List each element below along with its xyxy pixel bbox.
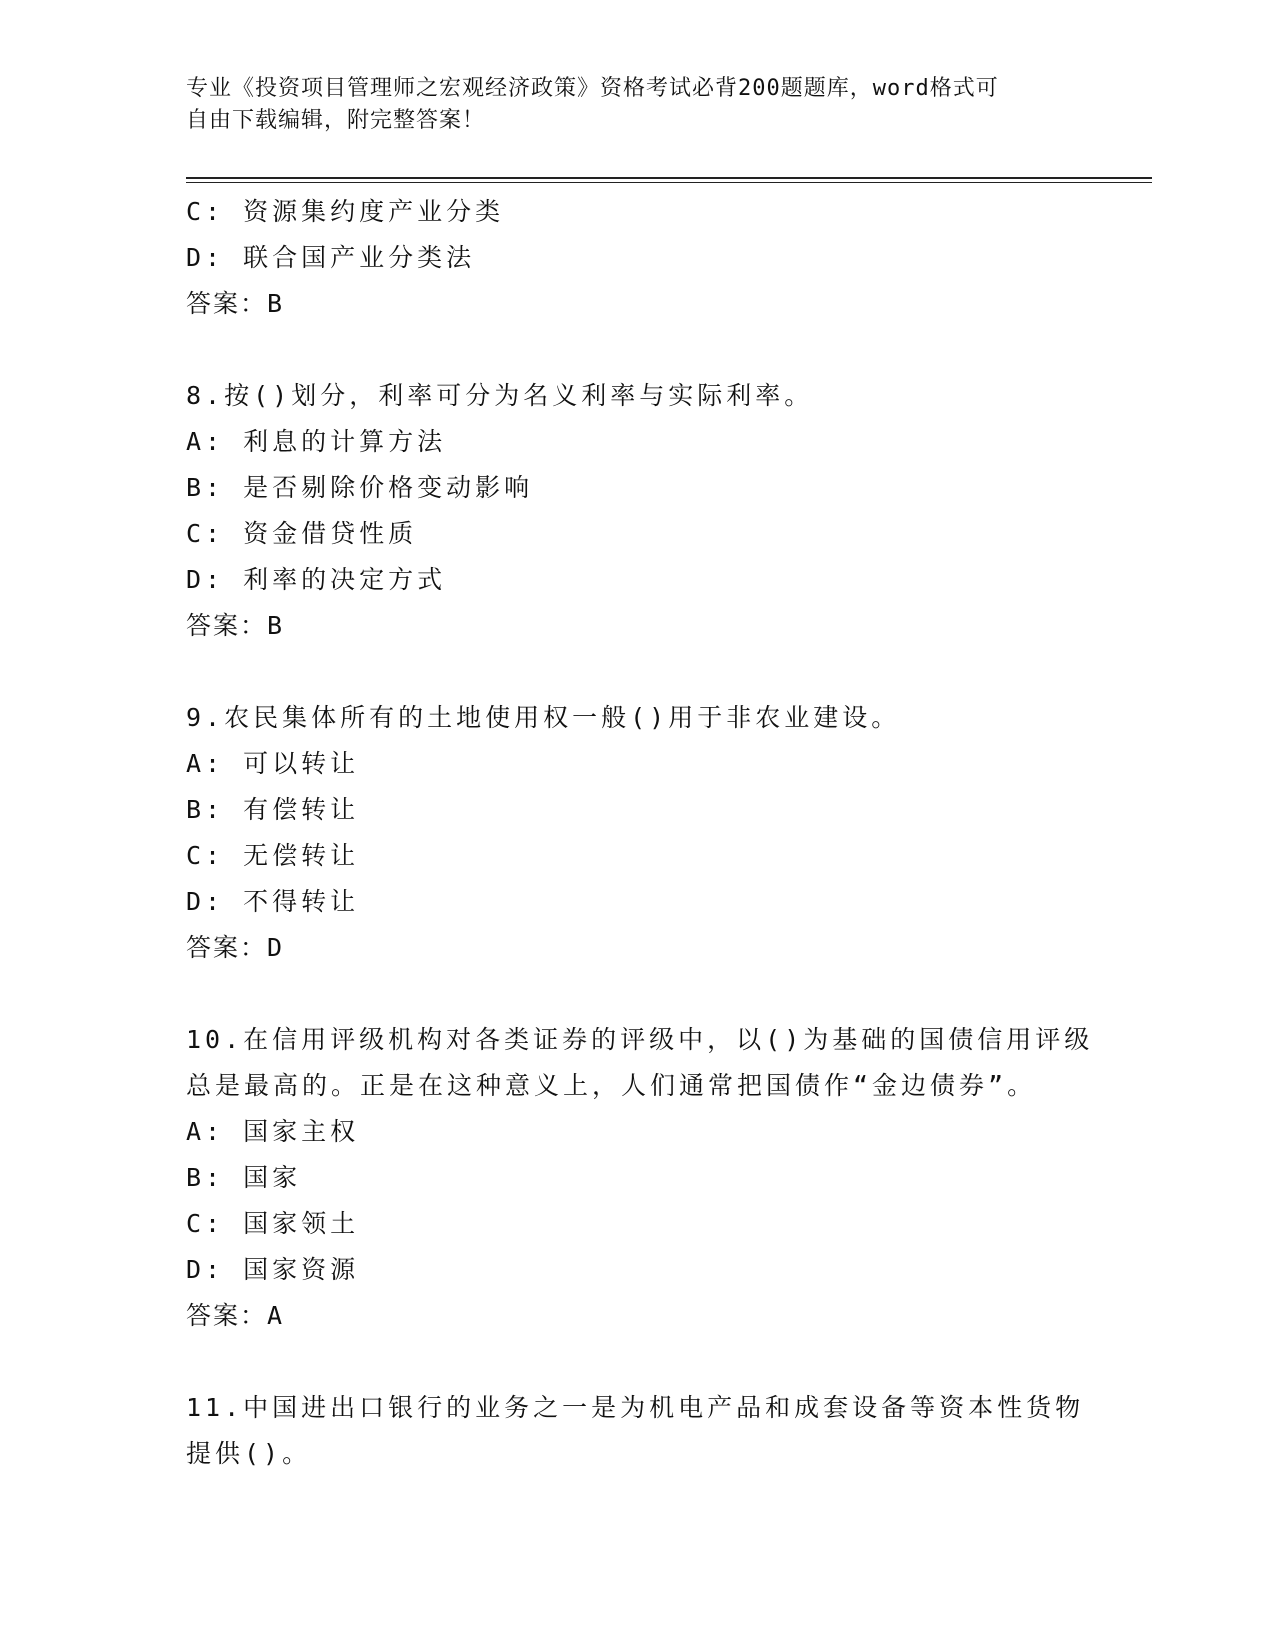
option-d: D: 利率的决定方式 (186, 565, 447, 594)
question-stem: 8.按()划分，利率可分为名义利率与实际利率。 (186, 381, 814, 410)
option-a: A: 可以转让 (186, 749, 360, 778)
question-stem-line-2: 提供()。 (186, 1439, 312, 1468)
option-d: D: 国家资源 (186, 1255, 360, 1284)
answer: 答案：D (186, 933, 285, 962)
question-10 (186, 1017, 1094, 1339)
question-stem-line-1: 10.在信用评级机构对各类证券的评级中，以()为基础的国债信用评级 (186, 1025, 1094, 1054)
option-c: C: 无偿转让 (186, 841, 360, 870)
option-c: C: 国家领土 (186, 1209, 360, 1238)
option-d: D: 联合国产业分类法 (186, 243, 476, 272)
option-a: A: 国家主权 (186, 1117, 360, 1146)
question-7 (186, 189, 1086, 327)
question-11 (186, 1385, 1086, 1477)
option-b: B: 有偿转让 (186, 795, 360, 824)
header-line-2: 自由下载编辑，附完整答案！ (186, 108, 486, 133)
document-header (186, 73, 1066, 137)
spacer (186, 327, 1086, 373)
question-9 (186, 695, 1086, 971)
question-stem-line-2: 总是最高的。正是在这种意义上，人们通常把国债作“金边债券”。 (186, 1071, 1037, 1100)
spacer (186, 971, 1086, 1017)
question-list (186, 189, 1094, 1477)
option-a: A: 利息的计算方法 (186, 427, 447, 456)
option-b: B: 国家 (186, 1163, 302, 1192)
header-line-1: 专业《投资项目管理师之宏观经济政策》资格考试必背200题题库，word格式可 (186, 76, 999, 101)
header-divider-thin (186, 182, 1152, 183)
answer: 答案：B (186, 289, 285, 318)
option-c: C: 资源集约度产业分类 (186, 197, 505, 226)
spacer (186, 1339, 1086, 1385)
option-c: C: 资金借贷性质 (186, 519, 418, 548)
option-d: D: 不得转让 (186, 887, 360, 916)
answer: 答案：B (186, 611, 285, 640)
spacer (186, 649, 1086, 695)
question-stem-line-1: 11.中国进出口银行的业务之一是为机电产品和成套设备等资本性货物 (186, 1393, 1085, 1422)
question-8 (186, 373, 1086, 649)
question-stem: 9.农民集体所有的土地使用权一般()用于非农业建设。 (186, 703, 901, 732)
option-b: B: 是否剔除价格变动影响 (186, 473, 534, 502)
header-divider-thick (186, 177, 1152, 179)
answer: 答案：A (186, 1301, 285, 1330)
